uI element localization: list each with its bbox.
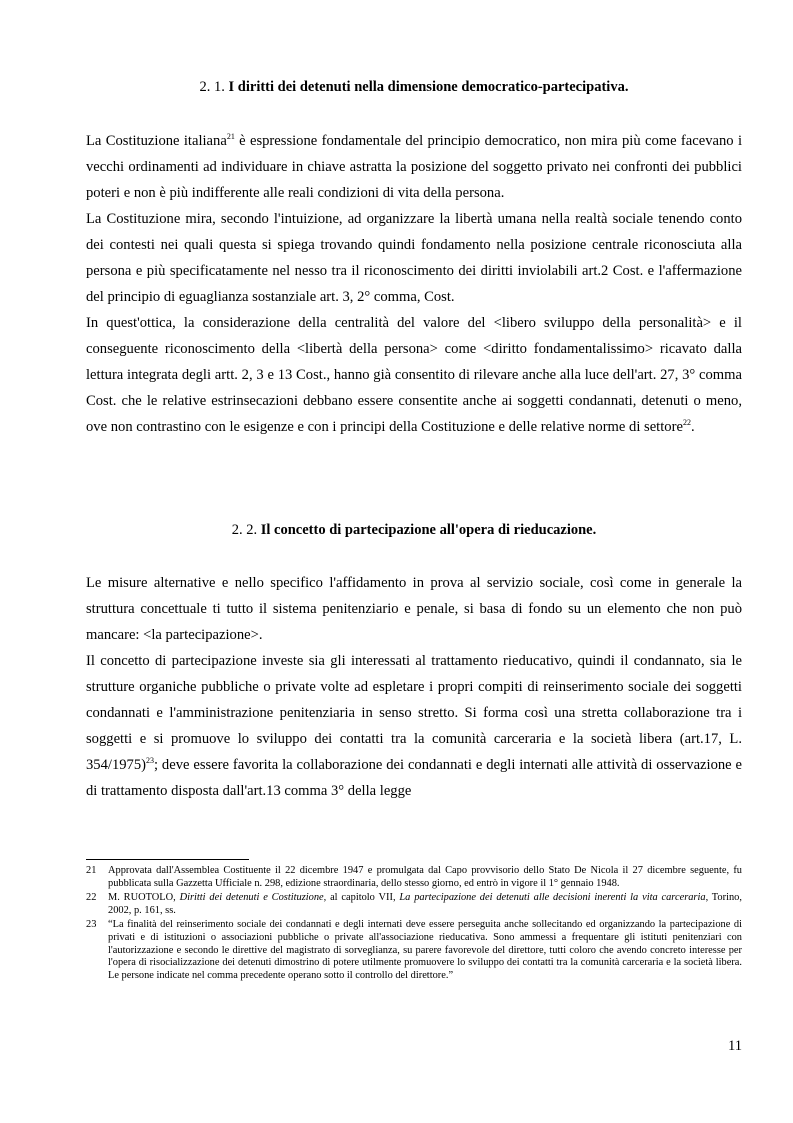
- section-title: I diritti dei detenuti nella dimensione democratico-partecipativa.: [228, 79, 629, 95]
- footnote-text: “La finalità del reinserimento sociale dei condannati e degli internati deve essere perseguita anche sollecitando ed organizzando la partecipazione di privati e di istituzioni o associazioni pubbliche o private all'associazione rieducativa. Sono ammessi a frequentare gli istituti penitenziari con l'autorizzazione e secondo le direttive del magistrato di sorveglianza, su parere favorevole del direttore, tutti coloro che avendo concreto interesse per l'opera di risocializzazione dei detenuti dimostrino di potere utilmente promuovere lo sviluppo dei contatti tra la comunità carceraria e la società libera. Le persone indicate nel comma precedente operano sotto il controllo del direttore.”: [108, 919, 742, 981]
- footnote: [86, 919, 742, 982]
- section-heading-2-1: [86, 77, 742, 97]
- section-number: 2. 1.: [199, 79, 225, 95]
- footnote-ref[interactable]: 23: [146, 756, 154, 766]
- paragraph: Il concetto di partecipazione investe sia gli interessati al trattamento rieducativo, quindi il condannato, sia le strutture organiche pubbliche o private volte ad espletare i propri compiti di reinserimento sociale dei soggetti condannati e l'amministrazione penitenziaria in senso stretto. Si forma così una stretta collaborazione tra i soggetti e si promuove lo sviluppo dei contatti tra la comunità carceraria e la società libera (art.17, L. 354/1975)$^{23}$; deve essere favorita la collaborazione dei condannati e degli internati alle attività di osservazione e di trattamento disposta dall'art.13 comma 3° della legge: [86, 653, 742, 799]
- section-heading-2-2: [86, 520, 742, 540]
- footnote-number: 23: [86, 919, 97, 931]
- paragraph: La Costituzione italiana$^{21}$ è espressione fondamentale del principio democratico, non mira più come facevano i vecchi ordinamenti ad individuare in chiave astratta la posizione del soggetto privato nei confronti dei pubblici poteri e non è più indifferente alle reali condizioni di vita della persona.: [86, 132, 742, 201]
- footnote: [86, 865, 742, 890]
- paragraph: La Costituzione mira, secondo l'intuizione, ad organizzare la libertà umana nella realtà sociale tenendo conto dei contesti nei quali questa si spiega trovando quindi fondamento nella posizione centrale riconosciuta alla persona e più specificatamente nel nesso tra il riconoscimento dei diritti inviolabili art.2 Cost. e l'affermazione del principio di eguaglianza sostanziale art. 3, 2° comma, Cost.: [86, 211, 742, 305]
- footnote-ref[interactable]: 22: [682, 418, 691, 428]
- footnote-ref[interactable]: 21: [226, 132, 235, 142]
- footnote-text: Approvata dall'Assemblea Costituente il 22 dicembre 1947 e promulgata dal Capo provvisorio dello Stato De Nicola il 27 dicembre seguente, fu pubblicata sulla Gazzetta Ufficiale n. 298, edizione straordinaria, dello stesso giorno, ed entrò in vigore il 1° gennaio 1948.: [108, 865, 742, 889]
- footnote-number: 22: [86, 892, 97, 904]
- footnote: 22 M. RUOTOLO, Diritti dei detenuti e Costituzione, al capitolo VII, La partecipazione dei detenuti alle decisioni inerenti la vita carceraria, Torino, 2002, p. 161, ss.: [86, 892, 742, 916]
- paragraph: Le misure alternative e nello specifico l'affidamento in prova al servizio sociale, così come in generale la struttura concettuale ti tutto il sistema penitenziario e penale, si basa di fondo su un elemento che non può mancare: <la partecipazione>.: [86, 575, 742, 643]
- footnotes: [86, 865, 742, 984]
- footnote-number: 21: [86, 865, 97, 876]
- citation-title: Diritti dei detenuti e Costituzione,: [179, 892, 327, 904]
- page-number: 11: [727, 1038, 742, 1054]
- section-number: 2. 2.: [231, 522, 258, 538]
- paragraph: In quest'ottica, la considerazione della centralità del valore del <libero sviluppo della personalità> e il conseguente riconoscimento della <libertà della persona> come <diritto fondamentalissimo> ricavato dalla lettura integrata degli artt. 2, 3 e 13 Cost., hanno già consentito di rilevare anche alla luce dell'art. 27, 3° comma Cost. che le relative estrinsecazioni debbano essere consentite anche ai soggetti condannati, detenuti o meno, ove non contrastino con le esigenze e con i principi della Costituzione e delle relative norme di settore$^{22}$.: [86, 315, 742, 435]
- section-body-2-2: [86, 570, 742, 804]
- citation-title: La partecipazione dei detenuti alle decisioni inerenti la vita carceraria: [399, 892, 706, 904]
- footnote-separator: [86, 859, 249, 860]
- section-title: Il concetto di partecipazione all'opera di rieducazione.: [260, 522, 597, 538]
- section-body-2-1: [86, 128, 742, 440]
